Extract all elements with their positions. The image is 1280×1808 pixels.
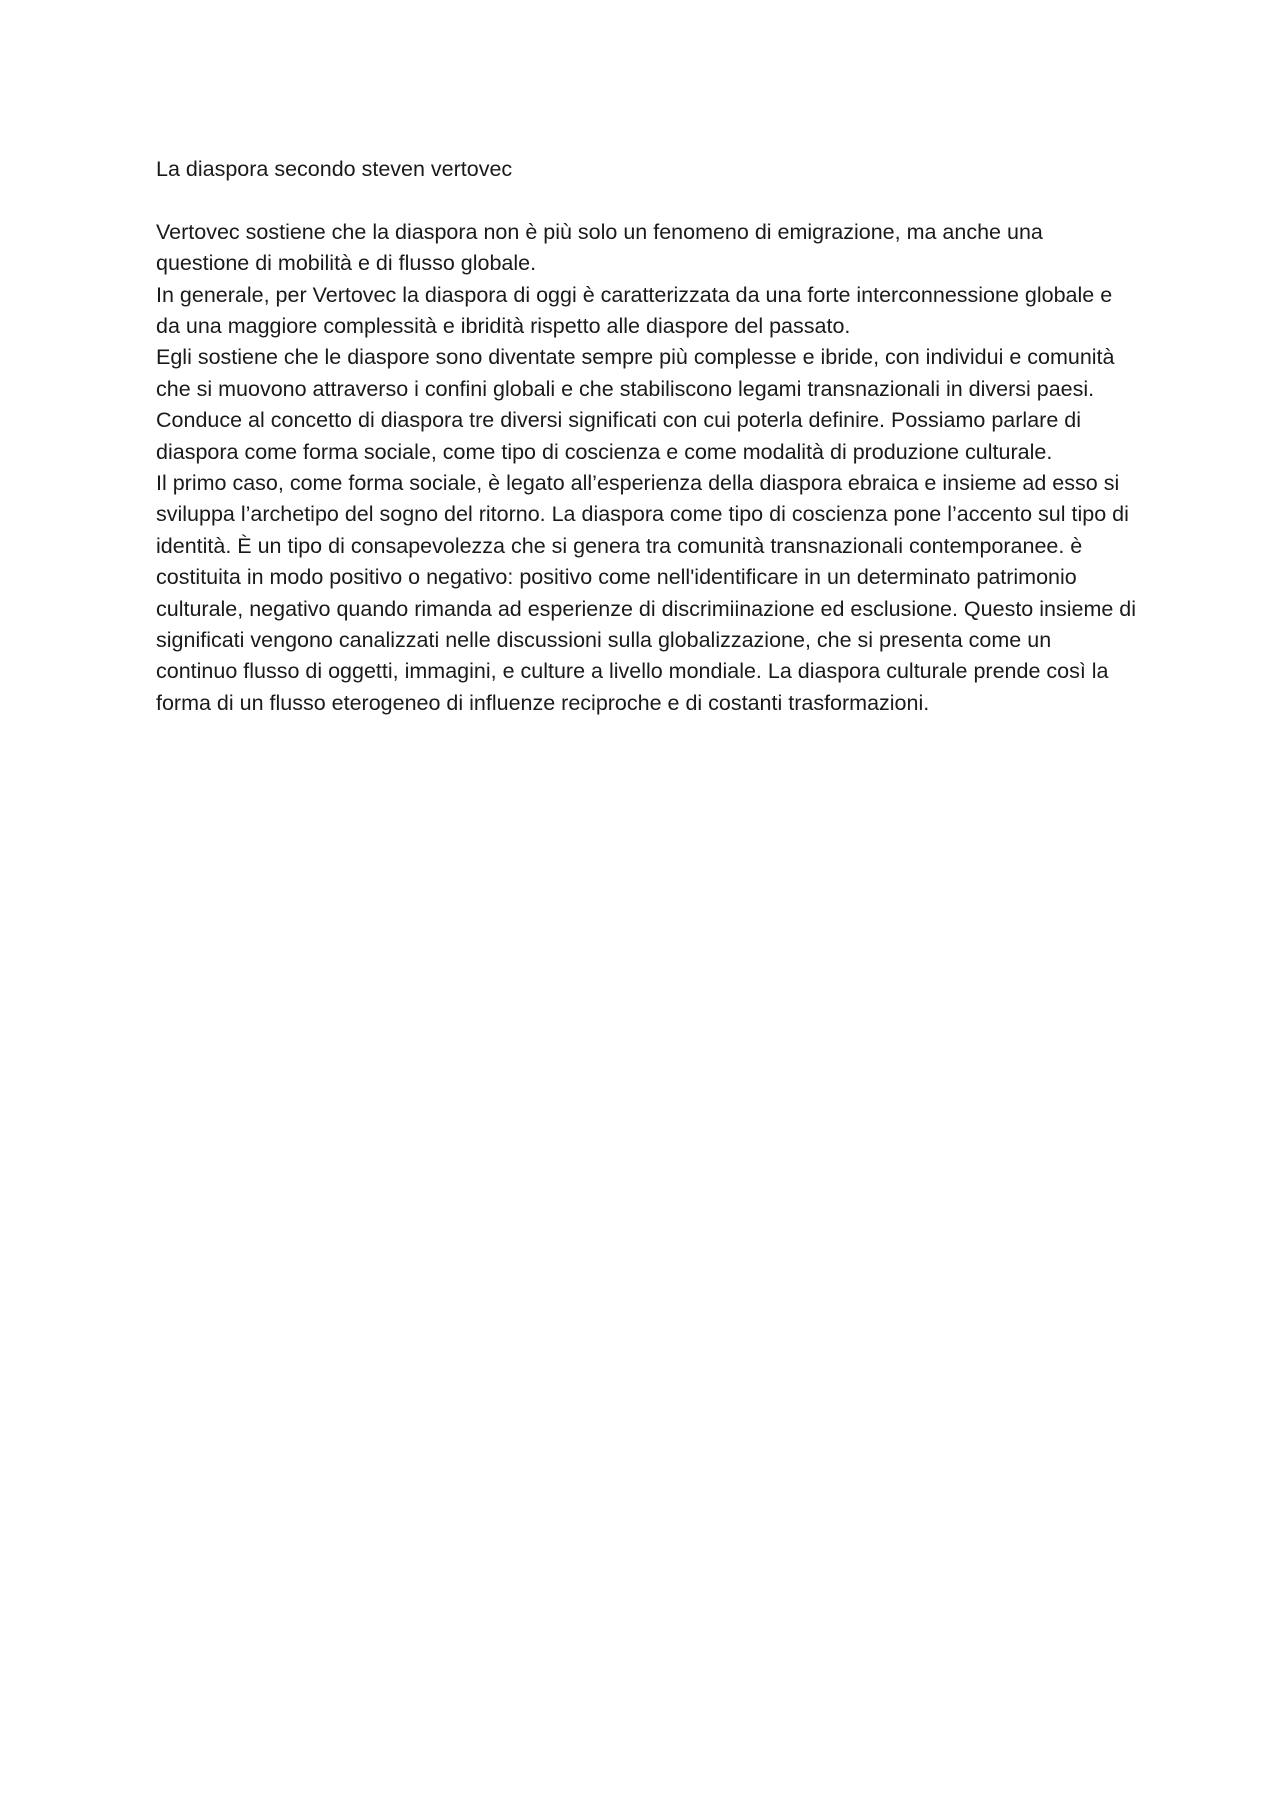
document-title: La diaspora secondo steven vertovec [156,157,513,181]
paragraph-complexity: Egli sostiene che le diaspore sono diventate sempre più complesse e ibride, con individui e comunità che si muovono attraverso i confini globali e che stabiliscono legami transnazionali in diversi paesi. [156,345,1115,401]
paragraph-intro: Vertovec sostiene che la diaspora non è più solo un fenomeno di emigrazione, ma anche una questione di mobilità e di flusso globale. [156,219,1043,276]
document-body [156,154,1136,719]
paragraph-first-case: Il primo caso, come forma sociale, è legato all’esperienza della diaspora ebraica e insieme ad esso si sviluppa l’archetipo del sogno del ritorno. La diaspora come tipo di coscienza pone l’accento sul tipo di identità. È un tipo di consapevolezza che si genera tra comunità transnazionali contemporanee. è costituita in modo positivo o negativo: positivo come nell'identificare in un determinato patrimonio culturale, negativo quando rimanda ad esperienze di discrimiinazione ed esclusione. Questo insieme di significati vengono canalizzati nelle discussioni sulla globalizzazione, che si presenta come un continuo flusso di oggetti, immagini, e culture a livello mondiale. La diaspora culturale prende così la forma di un flusso eterogeneo di influenze reciproche e di costanti trasformazioni. [156,471,1137,715]
paragraph-general: In generale, per Vertovec la diaspora di oggi è caratterizzata da una forte interconnessione globale e da una maggiore complessità e ibridità rispetto alle diaspore del passato. [156,282,1113,339]
paragraph-meanings: Conduce al concetto di diaspora tre diversi significati con cui poterla definire. Possiamo parlare di diaspora come forma sociale, come tipo di coscienza e come modalità di produzione culturale. [156,408,1081,464]
